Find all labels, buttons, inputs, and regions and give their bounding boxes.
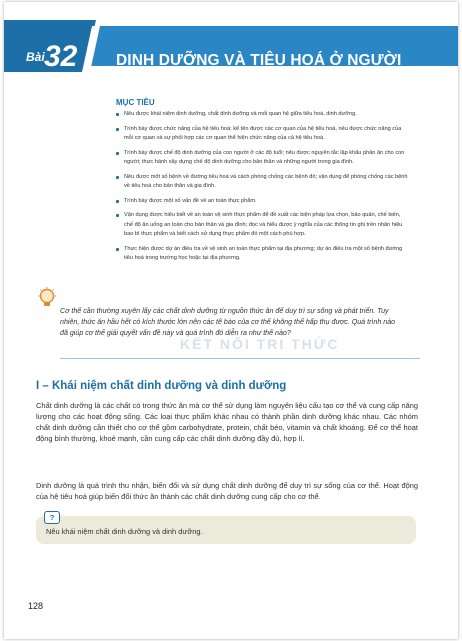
- lesson-title: DINH DƯỠNG VÀ TIÊU HOÁ Ở NGƯỜI: [116, 52, 402, 69]
- bullet-icon: [116, 128, 119, 131]
- objectives-heading: MỤC TIÊU: [116, 98, 155, 107]
- bullet-icon: [116, 152, 119, 155]
- objective-text: Vận dụng được hiểu biết về an toàn vệ sinh thực phẩm để đề xuất các biện pháp lựa chọn, bảo quản, chế biến, chế độ ăn uống an toàn cho bản thân và gia đình; đọc và hiểu được ý nghĩa của các thông tin ghi trên nhãn hiệu bao bì thực phẩm và biết cách sử dụng thực phẩm đó một cách phù hợp.: [124, 212, 403, 237]
- bullet-icon: [116, 200, 119, 203]
- bullet-icon: [116, 248, 119, 251]
- objective-text: Trình bày được một số vấn đề về an toàn thực phẩm.: [124, 197, 257, 204]
- publisher-watermark: KẾT NỐI TRI THỨC: [180, 336, 340, 352]
- bullet-icon: [116, 176, 119, 179]
- bullet-icon: [116, 113, 119, 116]
- objective-text: Trình bày được chức năng của hệ tiêu hoá; kể tên được các cơ quan của hệ tiêu hoá, nêu được chức năng của mỗi cơ quan và sự phối hợp các cơ quan thể hiện chức năng của cả hệ tiêu hoá.: [124, 125, 402, 141]
- lesson-banner: [4, 20, 458, 72]
- objective-item: [116, 125, 408, 144]
- intro-divider: [60, 358, 420, 359]
- objective-text: Thực hiện được dự án điều tra về vệ sinh an toàn thực phẩm tại địa phương; dự án điều tra một số bệnh đường tiêu hoá trong trường học hoặc tại địa phương.: [124, 245, 403, 261]
- objective-item: [116, 110, 408, 119]
- bullet-icon: [116, 214, 119, 217]
- question-icon: ?: [44, 511, 60, 524]
- lesson-number: 32: [44, 40, 78, 73]
- objective-item: [116, 211, 408, 239]
- body-paragraph: Dinh dưỡng là quá trình thu nhận, biến đổi và sử dụng chất dinh dưỡng để duy trì sự sống của cơ thể. Hoạt động của hệ tiêu hoá giúp biến đổi thức ăn thành các chất dinh dưỡng cung cấp cho cơ thể.: [36, 481, 418, 501]
- page-number: 128: [28, 601, 44, 611]
- intro-question: Cơ thể cần thường xuyên lấy các chất dinh dưỡng từ nguồn thức ăn để duy trì sự sống và phát triển. Tuy nhiên, thức ăn hầu hết có kích thước lớn nên các tế bào của cơ thể không thể hấp thụ được. Quá trình nào đã giúp cơ thể giải quyết vấn đề này và quá trình đó diễn ra như thế nào?: [60, 307, 396, 338]
- textbook-page: [4, 2, 458, 639]
- objective-text: Nêu được khái niệm dinh dưỡng, chất dinh dưỡng và mối quan hệ giữa tiêu hoá, dinh dưỡng.: [124, 111, 357, 117]
- objective-text: Trình bày được chế độ dinh dưỡng của con người ở các độ tuổi; nêu được nguyên tắc lập khẩu phần ăn cho con người; thực hành xây dựng chế độ dinh dưỡng cho bản thân và những người trong gia đình.: [124, 149, 405, 165]
- section-heading: I – Khái niệm chất dinh dưỡng và dinh dưỡng: [36, 380, 287, 392]
- lightbulb-icon: [36, 286, 58, 310]
- lesson-word: Bài: [26, 50, 45, 64]
- objectives-list: [116, 110, 408, 269]
- body-paragraph: Chất dinh dưỡng là các chất có trong thức ăn mà cơ thể sử dụng làm nguyên liệu cấu tạo cơ thể và cung cấp năng lượng cho các hoạt động sống. Các loại thực phẩm khác nhau có thành phần dinh dưỡng khác nhau. Các nhóm chất dinh dưỡng cần thiết cho cơ thể gồm carbohydrate, protein, chất béo, vitamin và chất khoáng. Để cơ thể hoạt động bình thường, khoẻ mạnh, cần cung cấp các chất dinh dưỡng đầy đủ, hợp lí.: [36, 401, 418, 443]
- question-text: Nêu khái niệm chất dinh dưỡng và dinh dưỡng.: [46, 527, 203, 536]
- objective-item: [116, 197, 408, 206]
- objective-item: [116, 149, 408, 168]
- objective-item: [116, 245, 408, 264]
- objective-item: [116, 173, 408, 192]
- objective-text: Nêu được một số bệnh về đường tiêu hoá và cách phòng chống các bệnh đó; vận dụng để phòng chống các bệnh về tiêu hoá cho bản thân và gia đình.: [124, 173, 408, 189]
